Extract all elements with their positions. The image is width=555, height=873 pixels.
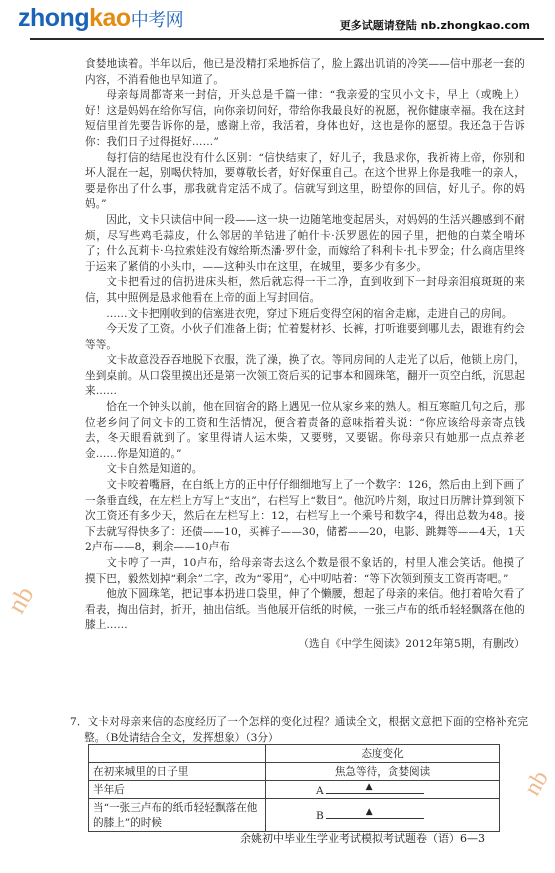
answer-cell-a — [266, 781, 500, 799]
header-divider — [30, 38, 544, 40]
table-header-attitude: 态度变化 — [266, 745, 500, 763]
logo-part-zhong: zhong — [18, 4, 90, 32]
question-text: 7．文卡对母亲来信的态度经历了一个怎样的变化过程？通读全文，根据文意把下面的空格补充完整。（B处请结合全文，发挥想象）（3分） — [70, 716, 528, 744]
paragraph: 今天发了工资。小伙子们准备上街；忙着髮材衫、长裤，打听谁要到哪儿去，跟谁有约会等等。 — [85, 323, 525, 351]
paragraph: 食婪地读着。半年以后，他已是没精打采地拆信了，脸上露出讥诮的冷笑——信中那老一套的内容，不消看他也早知道了。 — [85, 58, 525, 86]
answer-blank-b[interactable] — [326, 808, 424, 819]
answer-table — [88, 744, 500, 832]
paragraph: 每打信的结尾也没有什么区别：“信快结束了，好儿子，我恳求你，我祈祷上帝，你别和坏人混在一起，别喝伏特加，要尊敬长者，好好保重自己。在这个世界上你是我唯一的亲人，要是你出了什么事，那我就肯定活不成了。信就写到这里，盼望你的回信，好儿子。你的妈妈。” — [85, 151, 525, 211]
paragraph: 他放下圆珠笔，把记事本扔进口袋里，伸了个懒腰，想起了母亲的来信。他打着哈欠看了看表，掏出信封，折开，抽出信纸。当他展开信纸的时候，一张三卢布的纸币轻轻飘落在他的膝上…… — [85, 588, 525, 632]
watermark: nb — [1, 581, 40, 619]
row-change: 焦急等待，贪婪阅读 — [266, 763, 500, 781]
logo-part-cn: 中考网 — [130, 10, 184, 30]
paragraph: 文卡咬着嘴唇，在白纸上方的正中仔仔细细地写上了一个数字：126，然后由上到下画了一条垂直线，在左栏上方写上“支出”，右栏写上“数目”。他沉吟片刻，取过日历牌计算到领下次工资还有多少天，然后在左栏写上：12，右栏写上一个乘号和数字4，得出总数为48。接下去就写得快多了：还债——10，买裤子——30，储蓄——20，电影、跳舞等——4天，1天2卢布——8，剩余——10卢布 — [85, 479, 525, 554]
triangle-icon: ▲ — [365, 781, 373, 792]
question-7 — [70, 715, 528, 746]
paragraph: 文卡哼了一声，10卢布，给母亲寄去这么个数是很不象话的，村里人准会笑话。他摸了摸下巴，毅然划掉“剩余”二字，改为“零用”，心中叨咕着：“等下次领到预支工资再寄吧。” — [85, 557, 525, 585]
paragraph: 文卡故意没吞吞地脱下衣服，洗了澡，换了衣。等同房间的人走光了以后，他锁上房门，坐到桌前。从口袋里摸出还是第一次领工资后买的记事本和圆珠笔，翻开一页空白纸，沉思起来…… — [85, 354, 525, 398]
watermark: nb — [519, 766, 554, 801]
site-header — [0, 0, 550, 46]
source-citation: （选自《中学生阅读》2012年第5期，有删改） — [298, 637, 525, 650]
blank-label-a: A — [316, 784, 324, 797]
zhongkao-logo[interactable] — [18, 4, 183, 33]
page-footer: 余姚初中毕业生学业考试模拟考试题卷（语）6—3 — [240, 832, 485, 845]
table-row — [89, 799, 500, 832]
paragraph: 恰在一个钟头以前，他在回宿舍的路上遇见一位从家乡来的熟人。相互寒暄几句之后，那位老乡问了问文卡的工资和生活情况，便含着责备的意味指着头说：“你应该给母亲寄点钱去，冬天眼看就到了。家里得请人运木柴，又要劈，又要锯。你母亲只有她那一点点养老金……你是知道的。” — [85, 401, 525, 460]
paragraph: 母亲每周都寄来一封信，开头总是千篇一律：“我亲爱的宝贝小文卡，早上（或晚上）好！这是妈妈在给你写信，向你亲切问好，带给你我最良好的祝愿，祝你健康幸福。我在这封短信里首先要告诉你的是，感谢上帝，我活着，身体也好，这也是你的愿望。我还急于告诉你：我们日子过得挺好……” — [85, 89, 525, 148]
article-body — [85, 57, 525, 653]
paragraph: 文卡把看过的信扔进床头柜，然后就忘得一干二净，直到收到下一封母亲泪痕斑斑的来信，其中照例是恳求他看在上帝的面上写封回信。 — [85, 276, 525, 304]
table-header-empty — [89, 745, 266, 763]
paragraph: ……文卡把刚收到的信塞进衣兜，穿过下班后变得空闲的宿舍走廊，走进自己的房间。 — [106, 307, 513, 320]
answer-blank-a[interactable] — [326, 783, 424, 794]
paragraph: 因此，文卡只读信中间一段——这一块一边随笔地变起居头，对妈妈的生活兴趣感到不耐烦，尽写些鸡毛蒜皮，什么邻居的羊钻进了帕什卡·沃罗恩佐的园子里，把他的白菜全啃坏了；什么瓦莉卡·乌拉索娃没有嫁给斯杰潘·罗什金，而嫁给了科利卡·扎卡罗金；什么商店里终于运来了紧俏的小头巾，——这种头巾在这里，在城里，要多少有多少。 — [85, 213, 525, 273]
site-link[interactable]: 更多试题请登陆 nb.zhongkao.com — [339, 19, 530, 32]
logo-part-kao: kao — [89, 4, 131, 32]
table-row — [89, 781, 500, 799]
row-time: 半年后 — [89, 781, 266, 799]
triangle-icon: ▲ — [365, 807, 373, 817]
blank-label-b: B — [316, 810, 324, 822]
paragraph: 文卡自然是知道的。 — [106, 463, 203, 476]
answer-cell-b — [266, 799, 500, 832]
row-time: 在初来城里的日子里 — [89, 763, 266, 781]
row-time: 当“一张三卢布的纸币轻轻飘落在他的膝上”的时候 — [89, 799, 266, 832]
table-row — [89, 763, 500, 781]
